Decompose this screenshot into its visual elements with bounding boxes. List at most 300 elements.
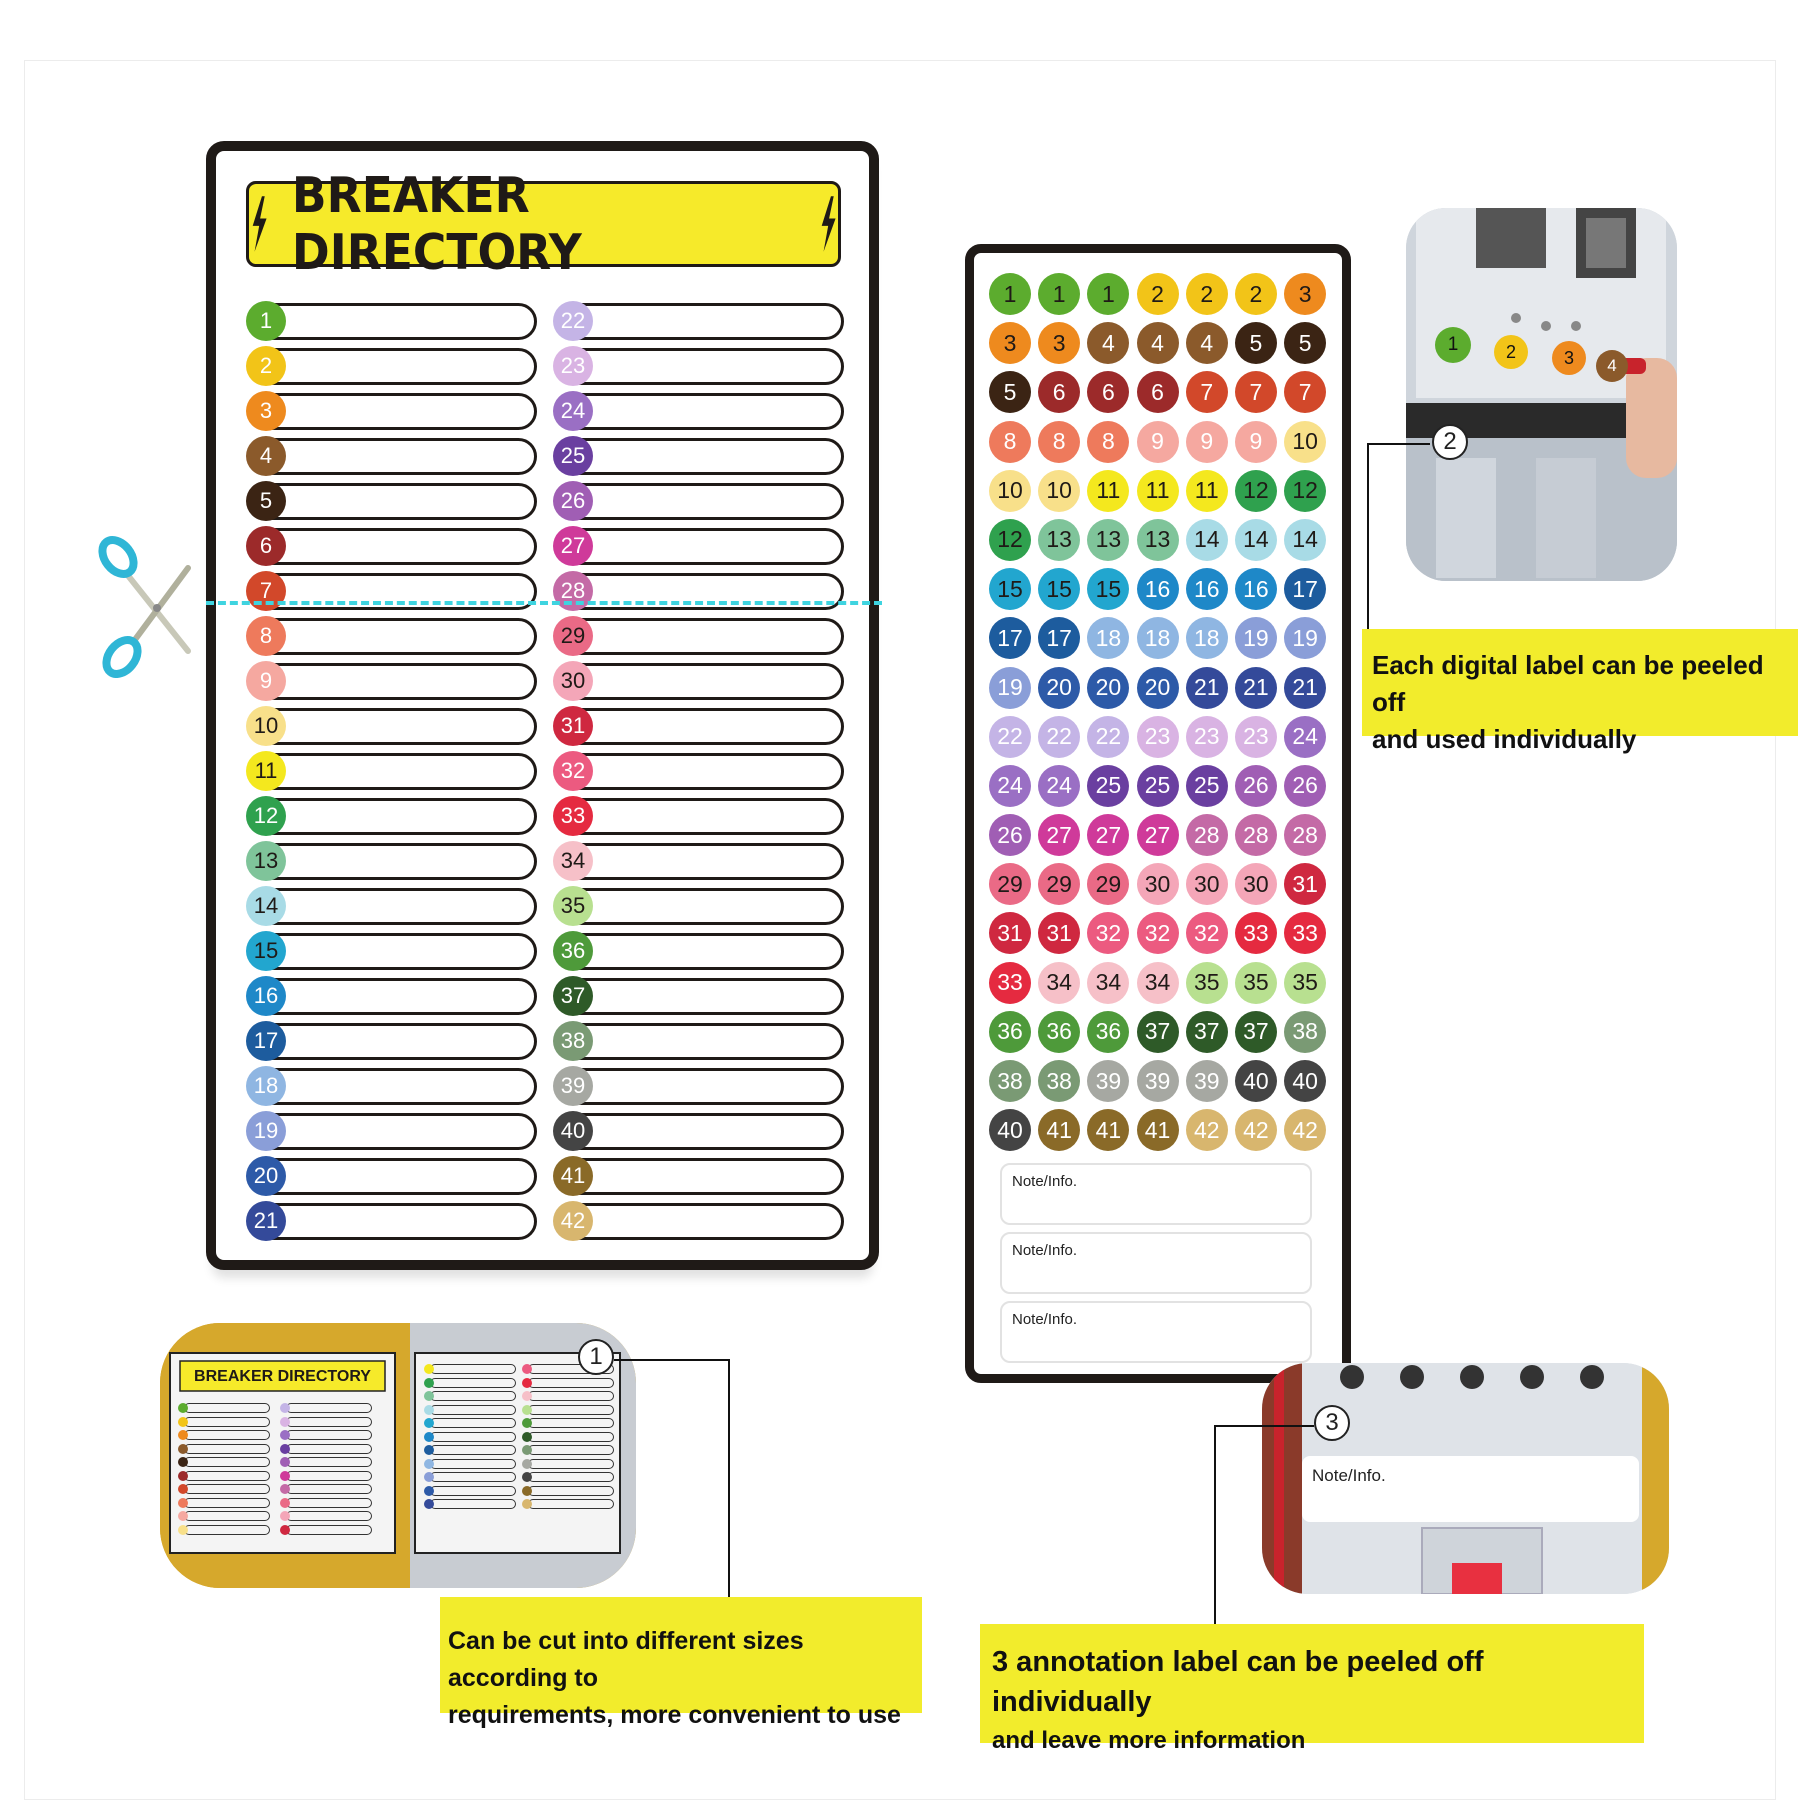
directory-entry-field[interactable]	[555, 933, 844, 970]
number-sticker: 7	[1235, 371, 1277, 413]
number-sticker: 29	[1087, 863, 1129, 905]
note-label-text: Note/Info.	[1012, 1242, 1078, 1259]
note-label	[1000, 1301, 1312, 1363]
mini-number-badge	[522, 1405, 532, 1415]
directory-entry-field[interactable]	[555, 1023, 844, 1060]
number-sticker: 33	[1284, 912, 1326, 954]
mini-number-badge	[280, 1403, 290, 1413]
mini-entry-field	[430, 1405, 516, 1415]
number-sticker: 21	[1186, 667, 1228, 709]
mini-directory-row	[424, 1390, 516, 1404]
leader-line	[614, 1359, 730, 1361]
mini-directory-row	[280, 1483, 372, 1497]
caption-line: Can be cut into different sizes according to	[448, 1627, 804, 1692]
number-sticker: 38	[1284, 1011, 1326, 1053]
mini-number-badge	[280, 1471, 290, 1481]
directory-row	[246, 796, 539, 841]
mini-entry-field	[430, 1499, 516, 1509]
note-label-text: Note/Info.	[1012, 1173, 1078, 1190]
number-sticker: 23	[1137, 716, 1179, 758]
directory-row	[553, 661, 846, 706]
directory-entry-field[interactable]	[248, 618, 537, 655]
mini-number-badge	[280, 1444, 290, 1454]
number-sticker: 9	[1186, 421, 1228, 463]
directory-row	[553, 1201, 846, 1246]
circuit-number-badge: 14	[246, 886, 286, 926]
number-sticker: 39	[1137, 1060, 1179, 1102]
directory-entry-field[interactable]	[555, 483, 844, 520]
mini-entry-field	[184, 1430, 270, 1440]
number-sticker: 27	[1087, 814, 1129, 856]
number-sticker: 40	[1284, 1060, 1326, 1102]
mini-entry-field	[528, 1472, 614, 1482]
number-sticker: 21	[1284, 667, 1326, 709]
number-sticker: 18	[1186, 617, 1228, 659]
number-sticker: 32	[1137, 912, 1179, 954]
mini-number-badge	[178, 1403, 188, 1413]
number-sticker: 1	[989, 273, 1031, 315]
number-sticker: 5	[1235, 322, 1277, 364]
mini-directory-row	[280, 1470, 372, 1484]
number-sticker: 20	[1087, 667, 1129, 709]
mini-directory-row	[178, 1456, 270, 1470]
directory-row	[553, 886, 846, 931]
number-sticker: 32	[1186, 912, 1228, 954]
number-sticker: 18	[1137, 617, 1179, 659]
mini-entry-field	[528, 1391, 614, 1401]
breaker-directory-card	[206, 141, 879, 1270]
number-sticker: 7	[1284, 371, 1326, 413]
number-sticker: 13	[1087, 519, 1129, 561]
mini-number-badge	[178, 1444, 188, 1454]
number-sticker: 8	[1087, 421, 1129, 463]
directory-entry-field[interactable]	[555, 753, 844, 790]
directory-entry-field[interactable]	[248, 798, 537, 835]
mini-directory-row	[178, 1524, 270, 1538]
mini-entry-field	[528, 1418, 614, 1428]
number-sticker: 35	[1235, 962, 1277, 1004]
number-sticker: 39	[1087, 1060, 1129, 1102]
mini-directory-rows	[424, 1363, 516, 1512]
number-sticker: 25	[1137, 765, 1179, 807]
mini-number-badge	[424, 1472, 434, 1482]
mini-number-badge	[280, 1457, 290, 1467]
caption-line: 3 annotation label can be peeled off individually	[992, 1646, 1484, 1718]
mini-entry-field	[430, 1378, 516, 1388]
callout-number: 2	[1432, 424, 1468, 460]
directory-entry-field[interactable]	[555, 438, 844, 475]
mini-entry-field	[184, 1403, 270, 1413]
directory-row	[246, 526, 539, 571]
mini-number-badge	[424, 1486, 434, 1496]
number-sticker: 12	[989, 519, 1031, 561]
mini-directory-row	[280, 1456, 372, 1470]
directory-title-banner	[246, 167, 841, 281]
mini-number-badge	[522, 1486, 532, 1496]
circuit-number-badge: 23	[553, 346, 593, 386]
number-sticker: 6	[1038, 371, 1080, 413]
number-sticker: 37	[1137, 1011, 1179, 1053]
number-sticker: 13	[1137, 519, 1179, 561]
mini-directory-row	[178, 1510, 270, 1524]
mini-entry-field	[286, 1430, 372, 1440]
mini-entry-field	[528, 1378, 614, 1388]
number-sticker: 20	[1137, 667, 1179, 709]
mini-entry-field	[430, 1391, 516, 1401]
directory-entry-field[interactable]	[248, 888, 537, 925]
directory-entry-field[interactable]	[248, 1203, 537, 1240]
number-sticker: 16	[1186, 568, 1228, 610]
mini-directory-row	[522, 1444, 614, 1458]
number-sticker: 42	[1235, 1109, 1277, 1151]
directory-entry-field[interactable]	[555, 393, 844, 430]
number-sticker: 14	[1235, 519, 1277, 561]
directory-entry-field[interactable]	[248, 1068, 537, 1105]
mini-number-badge	[178, 1457, 188, 1467]
circuit-number-badge: 21	[246, 1201, 286, 1241]
directory-entry-field[interactable]	[555, 663, 844, 700]
circuit-number-badge: 20	[246, 1156, 286, 1196]
circuit-number-badge: 24	[553, 391, 593, 431]
number-sticker: 9	[1137, 421, 1179, 463]
note-label-text: Note/Info.	[1012, 1311, 1078, 1328]
directory-entry-field[interactable]	[248, 843, 537, 880]
number-sticker: 24	[1284, 716, 1326, 758]
number-sticker: 13	[1038, 519, 1080, 561]
circuit-number-badge: 10	[246, 706, 286, 746]
circuit-number-badge: 26	[553, 481, 593, 521]
mini-directory-rows	[522, 1363, 614, 1512]
directory-entry-field[interactable]	[248, 663, 537, 700]
directory-entry-field[interactable]	[248, 978, 537, 1015]
circuit-number-badge: 40	[553, 1111, 593, 1151]
circuit-number-badge: 13	[246, 841, 286, 881]
number-sticker: 6	[1087, 371, 1129, 413]
directory-entry-field[interactable]	[248, 753, 537, 790]
number-sticker: 19	[989, 667, 1031, 709]
number-sticker: 30	[1235, 863, 1277, 905]
leader-line	[1367, 443, 1430, 445]
directory-row	[553, 616, 846, 661]
directory-row	[553, 301, 846, 346]
number-sticker: 37	[1186, 1011, 1228, 1053]
mini-entry-field	[184, 1484, 270, 1494]
number-sticker: 38	[989, 1060, 1031, 1102]
mini-directory-rows	[178, 1402, 270, 1537]
circuit-number-badge: 3	[246, 391, 286, 431]
number-sticker: 26	[1284, 765, 1326, 807]
mini-directory-row	[424, 1363, 516, 1377]
directory-row	[553, 1111, 846, 1156]
directory-row	[246, 346, 539, 391]
directory-left-column	[246, 301, 539, 1246]
mini-number-badge	[178, 1498, 188, 1508]
circuit-number-badge: 28	[553, 571, 593, 611]
sticker-dot: 1	[1435, 327, 1471, 363]
number-sticker: 41	[1087, 1109, 1129, 1151]
directory-entry-field[interactable]	[555, 1203, 844, 1240]
mini-number-badge	[424, 1499, 434, 1509]
mini-entry-field	[528, 1445, 614, 1455]
mini-entry-field	[430, 1459, 516, 1469]
number-sticker: 4	[1087, 322, 1129, 364]
circuit-number-badge: 6	[246, 526, 286, 566]
mini-number-badge	[178, 1484, 188, 1494]
mini-number-badge	[522, 1378, 532, 1388]
number-sticker: 2	[1186, 273, 1228, 315]
directory-row	[553, 796, 846, 841]
number-sticker: 10	[1038, 470, 1080, 512]
number-sticker: 25	[1087, 765, 1129, 807]
sticker-dot: 4	[1596, 350, 1628, 382]
number-sticker: 5	[989, 371, 1031, 413]
number-sticker: 16	[1137, 568, 1179, 610]
caption-peel-individually	[1362, 629, 1798, 754]
number-sticker: 8	[989, 421, 1031, 463]
number-sticker: 14	[1284, 519, 1326, 561]
note-label	[1302, 1456, 1639, 1522]
mini-entry-field	[184, 1471, 270, 1481]
circuit-number-badge: 4	[246, 436, 286, 476]
mini-directory-row	[280, 1402, 372, 1416]
mini-directory-row	[424, 1498, 516, 1512]
callout-number: 3	[1314, 1405, 1350, 1441]
directory-entry-field[interactable]	[555, 888, 844, 925]
lightning-bolt-icon	[249, 194, 269, 254]
directory-entry-field[interactable]	[248, 483, 537, 520]
mini-directory-row	[424, 1458, 516, 1472]
number-sticker: 35	[1284, 962, 1326, 1004]
number-sticker: 16	[1235, 568, 1277, 610]
directory-row	[553, 1021, 846, 1066]
number-sticker: 17	[989, 617, 1031, 659]
directory-entry-field[interactable]	[555, 618, 844, 655]
mini-entry-field	[528, 1486, 614, 1496]
mini-directory-row	[280, 1510, 372, 1524]
mini-number-badge	[424, 1405, 434, 1415]
number-sticker: 1	[1038, 273, 1080, 315]
number-sticker: 12	[1235, 470, 1277, 512]
number-sticker: 15	[989, 568, 1031, 610]
directory-entry-field[interactable]	[555, 978, 844, 1015]
directory-entry-field[interactable]	[248, 1113, 537, 1150]
circuit-number-badge: 5	[246, 481, 286, 521]
circuit-number-badge: 31	[553, 706, 593, 746]
mini-directory-row	[424, 1404, 516, 1418]
directory-title: BREAKER DIRECTORY	[292, 167, 583, 281]
number-sticker: 12	[1284, 470, 1326, 512]
mini-entry-field	[286, 1511, 372, 1521]
breaker-illustration	[1406, 208, 1677, 581]
number-sticker: 27	[1137, 814, 1179, 856]
mini-number-badge	[424, 1391, 434, 1401]
mini-directory-row	[424, 1431, 516, 1445]
number-sticker: 30	[1137, 863, 1179, 905]
number-sticker: 36	[1038, 1011, 1080, 1053]
directory-row	[246, 931, 539, 976]
number-sticker: 41	[1137, 1109, 1179, 1151]
breaker-photo	[1406, 208, 1677, 581]
circuit-number-badge: 11	[246, 751, 286, 791]
directory-entry-field[interactable]	[555, 798, 844, 835]
mini-number-badge	[280, 1417, 290, 1427]
mini-entry-field	[430, 1445, 516, 1455]
circuit-number-badge: 41	[553, 1156, 593, 1196]
directory-entry-field[interactable]	[555, 1158, 844, 1195]
directory-entry-field[interactable]	[248, 528, 537, 565]
number-sticker: 15	[1087, 568, 1129, 610]
mini-directory-row	[178, 1483, 270, 1497]
directory-entry-field[interactable]	[248, 348, 537, 385]
mini-number-badge	[424, 1378, 434, 1388]
sticker-dot: 3	[1552, 341, 1586, 375]
number-sticker: 26	[1235, 765, 1277, 807]
directory-row	[246, 436, 539, 481]
leader-line	[1214, 1425, 1314, 1427]
note-label-photo	[1262, 1363, 1669, 1594]
caption-line: Each digital label can be peeled off	[1372, 650, 1764, 717]
mini-number-badge	[280, 1525, 290, 1535]
mini-entry-field	[286, 1471, 372, 1481]
directory-entry-field[interactable]	[248, 708, 537, 745]
directory-row	[553, 571, 846, 616]
number-sticker: 8	[1038, 421, 1080, 463]
directory-row	[246, 1066, 539, 1111]
directory-row	[246, 616, 539, 661]
mini-entry-field	[528, 1432, 614, 1442]
directory-entry-field[interactable]	[555, 303, 844, 340]
directory-entry-field[interactable]	[248, 1158, 537, 1195]
number-sticker: 34	[1137, 962, 1179, 1004]
leader-line	[728, 1359, 730, 1597]
directory-entry-field[interactable]	[248, 933, 537, 970]
mini-number-badge	[178, 1511, 188, 1521]
number-sticker: 35	[1186, 962, 1228, 1004]
number-sticker: 36	[989, 1011, 1031, 1053]
circuit-number-badge: 36	[553, 931, 593, 971]
mini-entry-field	[430, 1418, 516, 1428]
mini-entry-field	[184, 1444, 270, 1454]
number-sticker: 27	[1038, 814, 1080, 856]
number-sticker: 29	[989, 863, 1031, 905]
mini-directory-row	[522, 1431, 614, 1445]
circuit-number-badge: 29	[553, 616, 593, 656]
mini-number-badge	[522, 1391, 532, 1401]
mini-directory-row	[178, 1470, 270, 1484]
number-sticker: 32	[1087, 912, 1129, 954]
number-sticker: 34	[1038, 962, 1080, 1004]
mini-directory-row	[522, 1390, 614, 1404]
mini-directory-row	[178, 1443, 270, 1457]
mini-entry-field	[184, 1417, 270, 1427]
directory-row	[553, 1156, 846, 1201]
panel-photo	[160, 1323, 636, 1588]
circuit-number-badge: 33	[553, 796, 593, 836]
directory-entry-field[interactable]	[555, 1113, 844, 1150]
directory-entry-field[interactable]	[555, 1068, 844, 1105]
directory-row	[553, 526, 846, 571]
directory-row	[553, 976, 846, 1021]
mini-number-badge	[522, 1418, 532, 1428]
directory-entry-field[interactable]	[248, 438, 537, 475]
sticker-dot: 2	[1494, 335, 1528, 369]
number-sticker: 11	[1137, 470, 1179, 512]
mini-entry-field	[430, 1364, 516, 1374]
directory-entry-field[interactable]	[555, 708, 844, 745]
leader-line	[1214, 1425, 1216, 1626]
mini-number-badge	[178, 1525, 188, 1535]
mini-directory-row	[280, 1429, 372, 1443]
mini-entry-field	[286, 1444, 372, 1454]
directory-row	[246, 976, 539, 1021]
directory-entry-field[interactable]	[555, 843, 844, 880]
mini-number-badge	[178, 1471, 188, 1481]
number-sticker: 19	[1235, 617, 1277, 659]
number-sticker: 31	[1284, 863, 1326, 905]
mini-directory-row	[178, 1429, 270, 1443]
number-sticker: 42	[1284, 1109, 1326, 1151]
number-sticker: 18	[1087, 617, 1129, 659]
mini-directory-row	[424, 1444, 516, 1458]
callout-number: 1	[578, 1339, 614, 1375]
directory-row	[246, 1111, 539, 1156]
number-sticker: 39	[1186, 1060, 1228, 1102]
number-sticker: 28	[1284, 814, 1326, 856]
directory-entry-field[interactable]	[248, 393, 537, 430]
mini-number-badge	[280, 1498, 290, 1508]
mini-entry-field	[286, 1498, 372, 1508]
circuit-number-badge: 16	[246, 976, 286, 1016]
number-sticker: 19	[1284, 617, 1326, 659]
circuit-number-badge: 9	[246, 661, 286, 701]
mini-directory-row	[178, 1402, 270, 1416]
mini-number-badge	[280, 1511, 290, 1521]
mini-entry-field	[430, 1472, 516, 1482]
cut-line	[206, 601, 882, 605]
number-sticker: 17	[1038, 617, 1080, 659]
directory-row	[246, 886, 539, 931]
directory-row	[246, 841, 539, 886]
mini-entry-field	[184, 1457, 270, 1467]
directory-row	[246, 571, 539, 616]
directory-entry-field[interactable]	[248, 303, 537, 340]
directory-row	[553, 391, 846, 436]
number-sticker: 20	[1038, 667, 1080, 709]
directory-row	[553, 751, 846, 796]
directory-entry-field[interactable]	[555, 348, 844, 385]
number-sticker: 2	[1137, 273, 1179, 315]
mini-number-badge	[424, 1418, 434, 1428]
directory-entry-field[interactable]	[248, 1023, 537, 1060]
mini-directory-row	[424, 1377, 516, 1391]
directory-row	[246, 391, 539, 436]
mini-number-badge	[280, 1484, 290, 1494]
mini-directory-row	[522, 1498, 614, 1512]
directory-row	[553, 346, 846, 391]
directory-entry-field[interactable]	[555, 528, 844, 565]
number-sticker: 31	[1038, 912, 1080, 954]
directory-row	[246, 1156, 539, 1201]
lightning-bolt-icon	[818, 194, 838, 254]
number-sticker: 36	[1087, 1011, 1129, 1053]
mini-directory-rows	[280, 1402, 372, 1537]
circuit-number-badge: 8	[246, 616, 286, 656]
circuit-number-badge: 15	[246, 931, 286, 971]
mini-entry-field	[286, 1403, 372, 1413]
circuit-number-badge: 22	[553, 301, 593, 341]
number-sticker: 41	[1038, 1109, 1080, 1151]
circuit-number-badge: 39	[553, 1066, 593, 1106]
